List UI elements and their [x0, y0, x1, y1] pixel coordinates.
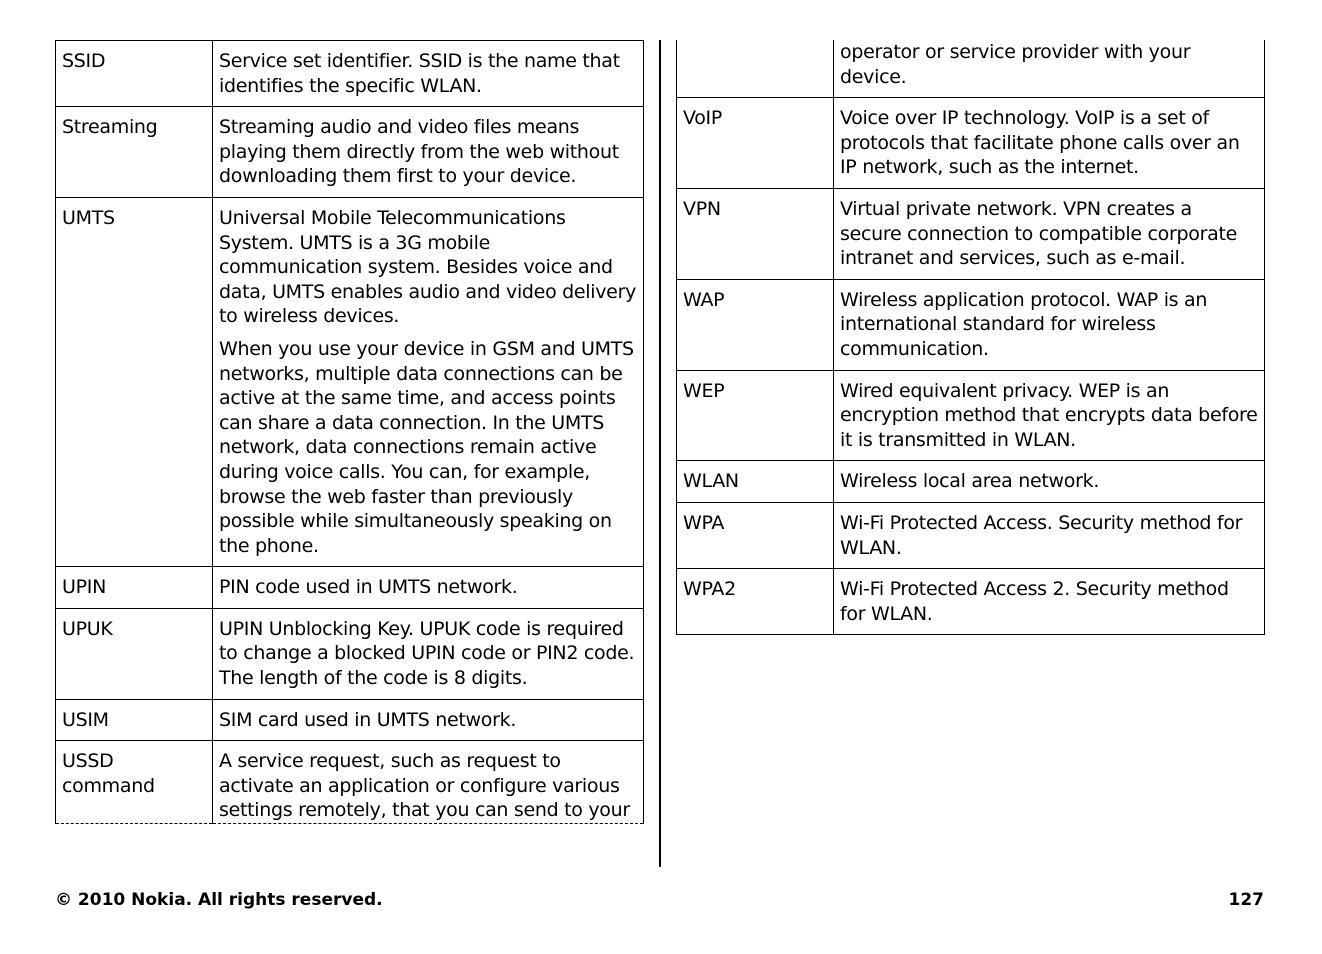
glossary-definition [834, 188, 1265, 279]
glossary-row [56, 608, 644, 699]
glossary-definition [213, 567, 644, 609]
glossary-left-column [55, 40, 644, 824]
glossary-row [56, 197, 644, 566]
glossary-term: VoIP [677, 98, 834, 189]
definition-paragraph: Service set identifier. SSID is the name that identifies the specific WLAN. [219, 50, 620, 97]
glossary-term: UPIN [56, 567, 213, 609]
definition-paragraph: Wireless application protocol. WAP is an international standard for wireless communication. [840, 288, 1208, 360]
definition-paragraph: SIM card used in UMTS network. [219, 708, 517, 731]
glossary-term: WPA2 [677, 569, 834, 635]
glossary-definition [213, 41, 644, 107]
glossary-term: WEP [677, 370, 834, 461]
glossary-row [56, 107, 644, 198]
glossary-term: WAP [677, 279, 834, 370]
glossary-definition [834, 40, 1265, 98]
glossary-row [56, 41, 644, 107]
definition-paragraph: PIN code used in UMTS network. [219, 576, 518, 599]
glossary-definition [834, 279, 1265, 370]
page-number: 127 [1228, 890, 1264, 910]
definition-paragraph: A service request, such as request to activate an application or configure various settings remotely, that you can send to your [219, 750, 630, 822]
glossary-definition [834, 98, 1265, 189]
definition-paragraph: operator or service provider with your device. [840, 41, 1191, 88]
definition-paragraph: Wi-Fi Protected Access. Security method for WLAN. [840, 511, 1243, 559]
glossary-term: Streaming [56, 107, 213, 198]
definition-paragraph: UPIN Unblocking Key. UPUK code is required to change a blocked UPIN code or PIN2 code. The length of the code is 8 digits. [219, 617, 635, 690]
glossary-table-left [55, 40, 644, 824]
definition-paragraph: Voice over IP technology. VoIP is a set of protocols that facilitate phone calls over an IP network, such as the internet. [840, 107, 1240, 179]
glossary-row [56, 567, 644, 609]
glossary-term: USSD command [56, 741, 213, 824]
copyright-notice: © 2010 Nokia. All rights reserved. [55, 890, 383, 910]
glossary-term: USIM [56, 699, 213, 741]
glossary-row [677, 188, 1265, 279]
glossary-term: SSID [56, 41, 213, 107]
definition-paragraph: Streaming audio and video files means playing them directly from the web without downloading them first to your device. [219, 116, 619, 188]
glossary-definition [834, 370, 1265, 461]
glossary-row [677, 569, 1265, 635]
glossary-definition [213, 699, 644, 741]
definition-paragraph: Wireless local area network. [840, 470, 1100, 493]
glossary-row [56, 741, 644, 824]
glossary-definition [834, 569, 1265, 635]
glossary-term: UPUK [56, 608, 213, 699]
glossary-right-column [676, 40, 1265, 635]
glossary-row [677, 461, 1265, 503]
glossary-definition [834, 461, 1265, 503]
glossary-definition [213, 741, 644, 824]
glossary-row [677, 98, 1265, 189]
definition-paragraph: When you use your device in GSM and UMTS networks, multiple data connections can be active at the same time, and access points can share a data connection. In the UMTS network, data connections remain active during voice calls. You can, for example, browse the web faster than previously possible while simultaneously speaking on the phone. [219, 337, 634, 557]
glossary-term [677, 40, 834, 98]
glossary-definition [834, 502, 1265, 568]
glossary-term: VPN [677, 188, 834, 279]
glossary-row [677, 279, 1265, 370]
glossary-term: WPA [677, 502, 834, 568]
glossary-term: UMTS [56, 197, 213, 566]
definition-paragraph: Virtual private network. VPN creates a secure connection to compatible corporate intranet and services, such as e-mail. [840, 197, 1237, 270]
glossary-row [677, 502, 1265, 568]
glossary-row [56, 699, 644, 741]
glossary-term: WLAN [677, 461, 834, 503]
definition-paragraph: Wi-Fi Protected Access 2. Security method for WLAN. [840, 578, 1229, 625]
glossary-table-right [676, 40, 1265, 635]
glossary-definition [213, 107, 644, 198]
glossary-definition [213, 608, 644, 699]
glossary-table-body [677, 40, 1265, 635]
definition-paragraph: Wired equivalent privacy. WEP is an encryption method that encrypts data before it is transmitted in WLAN. [840, 379, 1258, 451]
glossary-row [677, 40, 1265, 98]
glossary-table-body [56, 41, 644, 824]
glossary-definition [213, 197, 644, 566]
column-divider [659, 40, 661, 867]
glossary-row [677, 370, 1265, 461]
definition-paragraph: Universal Mobile Telecommunications System. UMTS is a 3G mobile communication system. Besides voice and data, UMTS enables audio and video delivery to wireless devices. [219, 206, 637, 328]
